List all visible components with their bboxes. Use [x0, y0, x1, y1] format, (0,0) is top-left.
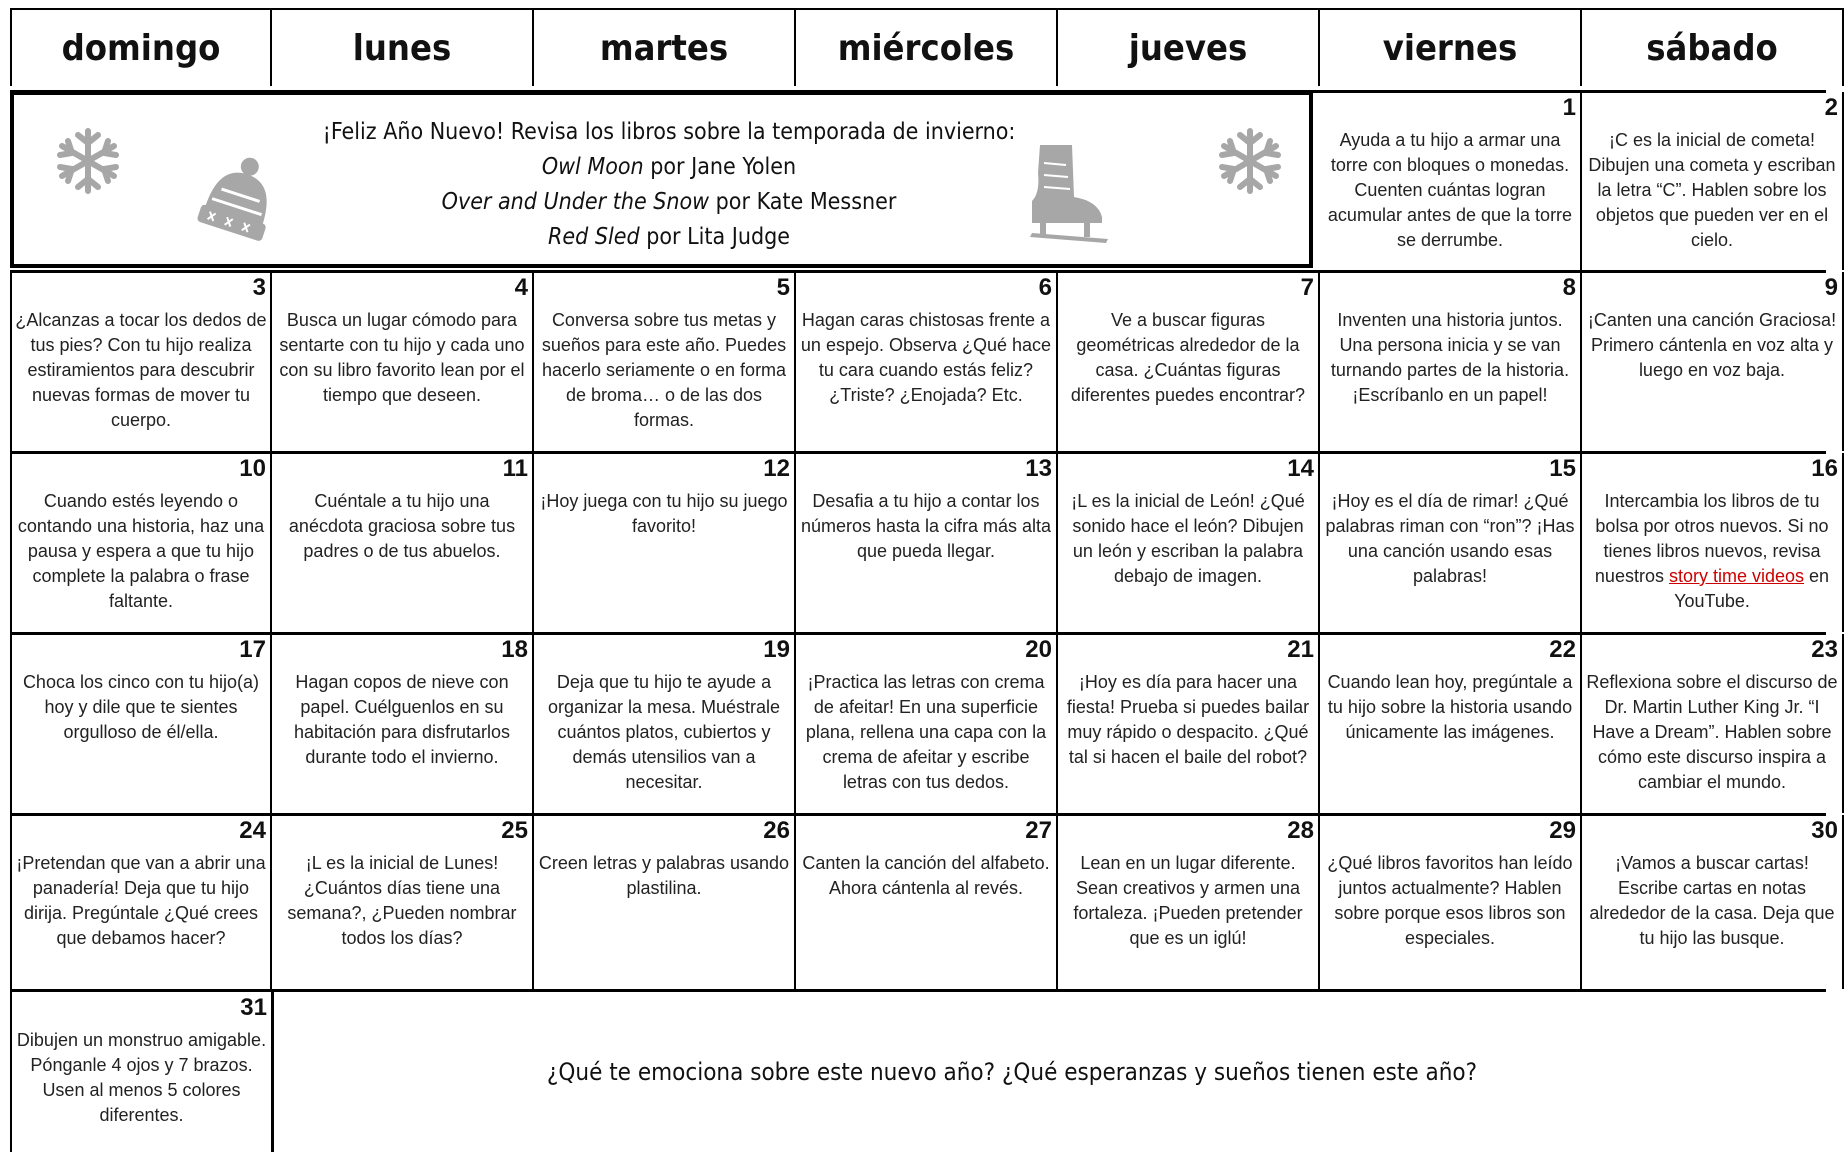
activity-text: Reflexiona sobre el discurso de Dr. Martin Luther King Jr. “I Have a Dream”. Hablen sobre cómo este discurso inspira a cambiar el mundo.: [1586, 672, 1838, 792]
activity-text: ¡C es la inicial de cometa! Dibujen una cometa y escriban la letra “C”. Hablen sobre los objetos que pueden ver en el cielo.: [1588, 130, 1836, 250]
activity-text: Inventen una historia juntos. Una persona inicia y se van turnando partes de la historia. ¡Escríbanlo en un papel!: [1330, 310, 1570, 405]
day-number: 20: [1025, 636, 1052, 663]
activity-text: ¡L es la inicial de León! ¿Qué sonido hace el león? Dibujen un león y escriban la palabra debajo de imagen.: [1071, 491, 1305, 586]
activity-text: ¿Alcanzas a tocar los dedos de tus pies? Con tu hijo realiza estiramientos para descubrir nuevas formas de mover tu cuerpo.: [15, 310, 267, 430]
day-number: 15: [1549, 455, 1576, 482]
day-cell-4: [272, 272, 534, 451]
day-cell-30: [1582, 815, 1844, 989]
activity-text: Cuéntale a tu hijo una anécdota graciosa sobre tus padres o de tus abuelos.: [288, 491, 516, 561]
book-by: por: [650, 154, 685, 180]
activity-text: ¡Hoy juega con tu hijo su juego favorito!: [540, 491, 788, 536]
activity-text: Creen letras y palabras usando plastilina.: [538, 853, 790, 898]
day-cell-2: [1582, 92, 1844, 270]
book-author: Lita Judge: [687, 224, 790, 250]
book-title: Owl Moon: [541, 154, 644, 180]
row-divider: [10, 989, 1826, 992]
activity-text: ¡Practica las letras con crema de afeitar! En una superficie plana, rellena una capa con la crema de afeitar y escribe letras con tus dedos.: [805, 672, 1047, 792]
day-cell-25: [272, 815, 534, 989]
snowflake-icon: [54, 127, 122, 195]
day-number: 22: [1549, 636, 1576, 663]
activity-text: ¡Hoy es día para hacer una fiesta! Prueba si puedes bailar muy rápido o despacito. ¿Qué tal si hacen el baile del robot?: [1066, 672, 1310, 767]
day-number: 4: [514, 274, 528, 301]
day-number: 29: [1549, 817, 1576, 844]
book-by: por: [715, 189, 750, 215]
activity-text: [1585, 489, 1839, 614]
banner-text: [184, 115, 1154, 255]
day-number: 25: [501, 817, 528, 844]
day-number: 24: [239, 817, 266, 844]
snowflake-icon: [1216, 127, 1284, 195]
banner-title: ¡Feliz Año Nuevo! Revisa los libros sobre la temporada de invierno:: [322, 119, 1016, 145]
activity-text-part: en YouTube.: [1674, 566, 1830, 611]
day-header-saturday: sábado: [1582, 8, 1844, 86]
activity-text: Cuando estés leyendo o contando una historia, haz una pausa y espera a que tu hijo complete la palabra o frase faltante.: [17, 491, 265, 611]
day-cell-3: [10, 272, 272, 451]
day-number: 28: [1287, 817, 1314, 844]
day-number: 2: [1824, 94, 1838, 121]
day-header-friday: viernes: [1320, 8, 1582, 86]
day-number: 31: [240, 994, 267, 1021]
activity-text: Ve a buscar figuras geométricas alrededor de la casa. ¿Cuántas figuras diferentes puedes encontrar?: [1070, 310, 1306, 405]
calendar: [10, 8, 1838, 1148]
day-number: 1: [1562, 94, 1576, 121]
day-number: 9: [1824, 274, 1838, 301]
day-cell-15: [1320, 453, 1582, 632]
day-header-tuesday: martes: [534, 8, 796, 86]
activity-text: ¡Canten una canción Graciosa! Primero cántenla en voz alta y luego en voz baja.: [1587, 310, 1837, 380]
day-number: 26: [763, 817, 790, 844]
day-cell-23: [1582, 634, 1844, 813]
day-number: 7: [1300, 274, 1314, 301]
day-cell-18: [272, 634, 534, 813]
day-header-monday: lunes: [272, 8, 534, 86]
activity-text: Ayuda a tu hijo a armar una torre con bloques o monedas. Cuenten cuántas logran acumular antes de que la torre se derrumbe.: [1327, 130, 1573, 250]
day-number: 30: [1811, 817, 1838, 844]
day-cell-11: [272, 453, 534, 632]
activity-text: ¡L es la inicial de Lunes! ¿Cuántos días tiene una semana?, ¿Pueden nombrar todos los días?: [287, 853, 517, 948]
day-number: 10: [239, 455, 266, 482]
day-cell-28: [1058, 815, 1320, 989]
winter-hat-icon: [199, 155, 279, 245]
day-cell-1: [1320, 92, 1582, 270]
day-number: 23: [1811, 636, 1838, 663]
book-1: [184, 150, 1154, 185]
activity-text: ¿Qué libros favoritos han leído juntos actualmente? Hablen sobre porque esos libros son especiales.: [1327, 853, 1573, 948]
day-cell-9: [1582, 272, 1844, 451]
day-cell-16: [1582, 453, 1844, 632]
book-by: por: [646, 224, 681, 250]
activity-text: Desafia a tu hijo a contar los números hasta la cifra más alta que pueda llegar.: [800, 491, 1052, 561]
day-cell-22: [1320, 634, 1582, 813]
day-cell-7: [1058, 272, 1320, 451]
day-number: 27: [1025, 817, 1052, 844]
day-cell-8: [1320, 272, 1582, 451]
day-number: 11: [502, 455, 528, 482]
ice-skate-icon: [1026, 143, 1110, 247]
activity-text: Hagan caras chistosas frente a un espejo. Observa ¿Qué hace tu cara cuando estás feliz? ¿Triste? ¿Enojada? Etc.: [800, 310, 1052, 405]
day-cell-12: [534, 453, 796, 632]
book-title: Over and Under the Snow: [441, 189, 710, 215]
day-number: 16: [1811, 455, 1838, 482]
day-header-thursday: jueves: [1058, 8, 1320, 86]
book-author: Kate Messner: [756, 189, 897, 215]
day-cell-19: [534, 634, 796, 813]
day-cell-17: [10, 634, 272, 813]
activity-text: Dibujen un monstruo amigable. Pónganle 4 ojos y 7 brazos. Usen al menos 5 colores diferentes.: [16, 1030, 267, 1125]
day-number: 5: [776, 274, 790, 301]
activity-text: Busca un lugar cómodo para sentarte con tu hijo y cada uno con su libro favorito lean por el tiempo que deseen.: [279, 310, 525, 405]
day-number: 18: [501, 636, 528, 663]
day-cell-6: [796, 272, 1058, 451]
activity-text: ¡Vamos a buscar cartas! Escribe cartas en notas alrededor de la casa. Deja que tu hijo las busque.: [1589, 853, 1835, 948]
activity-text-part: Intercambia los libros de tu bolsa por otros nuevos. Si no tienes libros nuevos, revisa nuestros: [1594, 491, 1829, 586]
day-number: 12: [763, 455, 790, 482]
day-number: 17: [239, 636, 266, 663]
day-number: 19: [763, 636, 790, 663]
day-cell-26: [534, 815, 796, 989]
day-number: 21: [1287, 636, 1314, 663]
book-3: [184, 220, 1154, 255]
day-cell-24: [10, 815, 272, 989]
activity-text: Choca los cinco con tu hijo(a) hoy y dile que te sientes orgulloso de él/ella.: [22, 672, 260, 742]
day-number: 13: [1025, 455, 1052, 482]
day-cell-21: [1058, 634, 1320, 813]
day-cell-14: [1058, 453, 1320, 632]
day-number: 8: [1562, 274, 1576, 301]
day-number: 3: [252, 274, 266, 301]
new-year-question: ¿Qué te emociona sobre este nuevo año? ¿Qué esperanzas y sueños tienen este año?: [546, 1058, 1478, 1086]
activity-text: Conversa sobre tus metas y sueños para este año. Puedes hacerlo seriamente o en forma de broma… o de las dos formas.: [541, 310, 787, 430]
day-cell-31: [10, 992, 274, 1152]
activity-text: Hagan copos de nieve con papel. Cuélguenlos en su habitación para disfrutarlos durante todo el invierno.: [293, 672, 511, 767]
day-header-sunday: domingo: [10, 8, 272, 86]
day-cell-27: [796, 815, 1058, 989]
day-header-wednesday: miércoles: [796, 8, 1058, 86]
book-2: [184, 185, 1154, 220]
activity-text: Lean en un lugar diferente. Sean creativos y armen una fortaleza. ¡Pueden pretender que es un iglú!: [1073, 853, 1303, 948]
story-time-videos-link[interactable]: story time videos: [1668, 566, 1805, 586]
book-author: Jane Yolen: [691, 154, 797, 180]
activity-text: Deja que tu hijo te ayude a organizar la mesa. Muéstrale cuántos platos, cubiertos y demás utensilios van a necesitar.: [547, 672, 781, 792]
day-cell-13: [796, 453, 1058, 632]
activity-text: Cuando lean hoy, pregúntale a tu hijo sobre la historia usando únicamente las imágenes.: [1327, 672, 1573, 742]
day-cell-5: [534, 272, 796, 451]
day-cell-20: [796, 634, 1058, 813]
activity-text: ¡Hoy es el día de rimar! ¿Qué palabras riman con “ron”? ¡Has una canción usando esas palabras!: [1325, 491, 1575, 586]
day-number: 6: [1038, 274, 1052, 301]
day-cell-10: [10, 453, 272, 632]
book-title: Red Sled: [548, 224, 640, 250]
activity-text: ¡Pretendan que van a abrir una panadería! Deja que tu hijo dirija. Pregúntale ¿Qué crees que debamos hacer?: [16, 853, 266, 948]
day-number: 14: [1287, 455, 1314, 482]
day-cell-29: [1320, 815, 1582, 989]
new-year-banner: [10, 92, 1313, 268]
activity-text: Canten la canción del alfabeto. Ahora cántenla al revés.: [802, 853, 1050, 898]
